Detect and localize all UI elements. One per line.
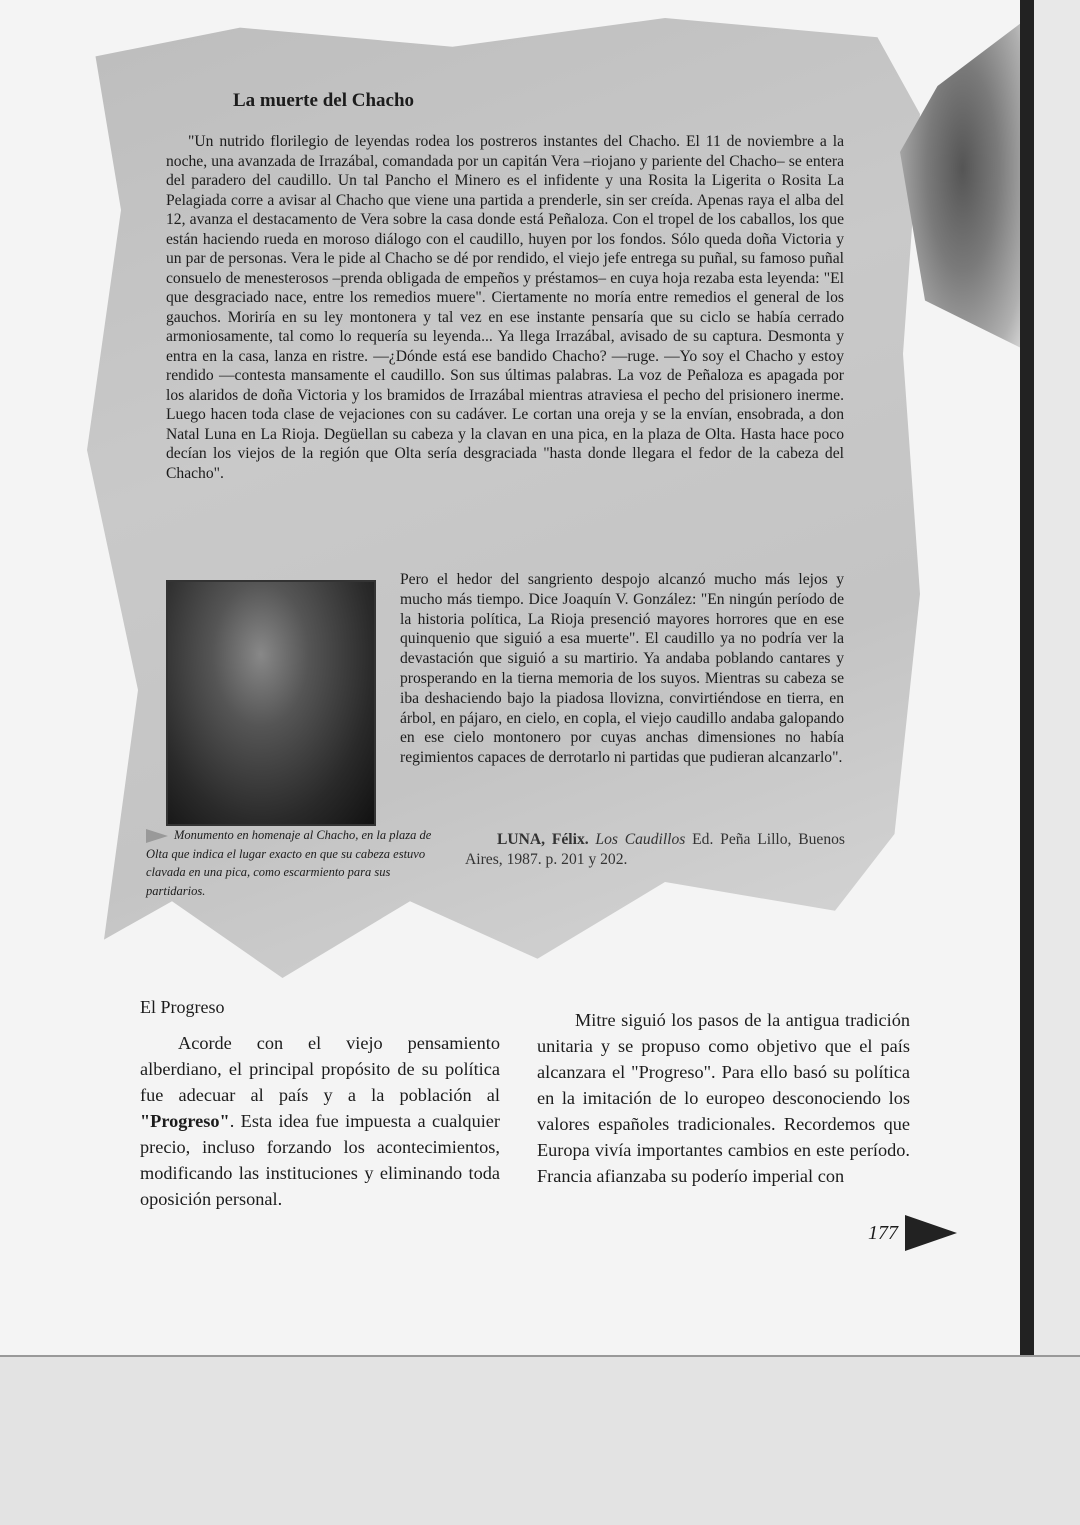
- caption-text: Monumento en homenaje al Chacho, en la plaza de Olta que indica el lugar exacto en que su cabeza estuvo clavada en una pica, como escarmiento para sus partidarios.: [146, 828, 432, 898]
- box-title: La muerte del Chacho: [233, 90, 415, 111]
- reference-author: LUNA, Félix.: [497, 831, 589, 848]
- portrait-photo: [900, 20, 1025, 350]
- box-quote: "Un nutrido florilegio de leyendas rodea los postreros instantes del Chacho. El 11 de noviembre a la noche, una avanzada de Irrazábal, comandada por un capitán Vera –riojano y pariente del Chacho– se entera del paradero del caudillo. Un tal Pancho el Minero es el infidente y una Rosita la Ligerita o Rosita La Pelagiada corre a avisar al Chacho que viene una partida a prenderle, sin ser creída. Apenas raya el alba del 12, avanza el destacamento de Vera sobre la casa donde está Peñaloza. Con el tropel de los caballos, los que están haciendo rueda en moroso diálogo con el caudillo, huyen por los fondos. Sólo queda doña Victoria y un par de personas. Vera le pide al Chacho se dé por rendido, el viejo jefe entrega su puñal, su famoso puñal consuelo de menesterosos –prenda obligada de empeños y préstamos– en cuya hoja rezaba esta leyenda: "El que desgraciado nace, entre los remedios muere". Ciertamente no moría entre remedios el general de los gauchos. Moriría en su ley montonera y tal vez en ese instante pensaría que su ciclo se había cerrado armoniosamente, tal como lo requería su leyenda... Ya llega Irrazábal, avisado de su captura. Desmonta y entra en la casa, lanza en ristre. —¿Dónde está ese bandido Chacho? —ruge. —Yo soy el Chacho y estoy rendido —contesta mansamente el caudillo. Son sus últimas palabras. La voz de Peñaloza es apagada por los alaridos de doña Victoria y los bramidos de Irrazábal mientras atraviesa el pecho del prisionero inerme. Luego hacen toda clase de vejaciones con su cadáver. Le cortan una oreja y se la envían, ensobrada, a don Natal Luna en La Rioja. Degüellan su cabeza y la clavan en una pica, en la plaza de Olta. Hasta hace poco decían los viejos de la región que Olta sería desgraciada "hasta donde llegara el fedor de la cabeza del Chacho".: [166, 133, 844, 482]
- reference-book: Los Caudillos: [595, 831, 686, 848]
- text-span: . Esta idea fue impuesta a cualquier precio, incluso forzando los acontecimientos, modificando las instituciones y eliminando toda oposición personal.: [140, 1111, 500, 1209]
- bibliographic-reference: [465, 830, 845, 870]
- box-quote-continuation: Pero el hedor del sangriento despojo alcanzó mucho más lejos y mucho más tiempo. Dice Joaquín V. González: "En ningún período de la historia política, La Rioja presenció mayores horrores que en ese quinquenio que siguió a esa muerte". El caudillo ya no podría ver la devastación que siguió a su martirio. Ya andaba poblando cantares y prosperando en la tierna memoria de los suyos. Mientras su cabeza se iba deshaciendo bajo la piadosa llovizna, convirtiéndose en tierra, en árbol, en pájaro, en cielo, en copla, el viejo caudillo andaba galopando en ese cielo montonero por cuyas anchas dimensiones no había regimientos capaces de derrotarlo ni partidas que pudieran alcanzarlo".: [400, 571, 844, 767]
- photo-caption: [146, 826, 436, 900]
- next-page-arrow-icon: [905, 1215, 957, 1251]
- page-number: 177: [868, 1222, 898, 1244]
- scan-bottom-margin: [0, 1355, 1080, 1525]
- left-column-text: [140, 1030, 500, 1212]
- caption-arrow-icon: [146, 829, 168, 843]
- bold-term: "Progreso": [140, 1111, 230, 1131]
- reference-details: Ed. Peña Lillo, Buenos Aires, 1987. p. 201 y 202.: [465, 831, 845, 868]
- monument-photo: [166, 580, 376, 826]
- book-spine: [1020, 0, 1034, 1360]
- page-edge: [1034, 0, 1080, 1360]
- text-span: Acorde con el viejo pensamiento alberdiano, el principal propósito de su política fue adecuar al país y a la población al: [140, 1033, 500, 1105]
- right-column-text: Mitre siguió los pasos de la antigua tradición unitaria y se propuso como objetivo que el país alcanzara el "Progreso". Para ello basó su política en la imitación de lo europeo desconociendo los valores españoles tradicionales. Recordemos que Europa vivía importantes cambios en este período. Francia afianzaba su poderío imperial con: [537, 1010, 910, 1186]
- section-title: El Progreso: [140, 997, 225, 1017]
